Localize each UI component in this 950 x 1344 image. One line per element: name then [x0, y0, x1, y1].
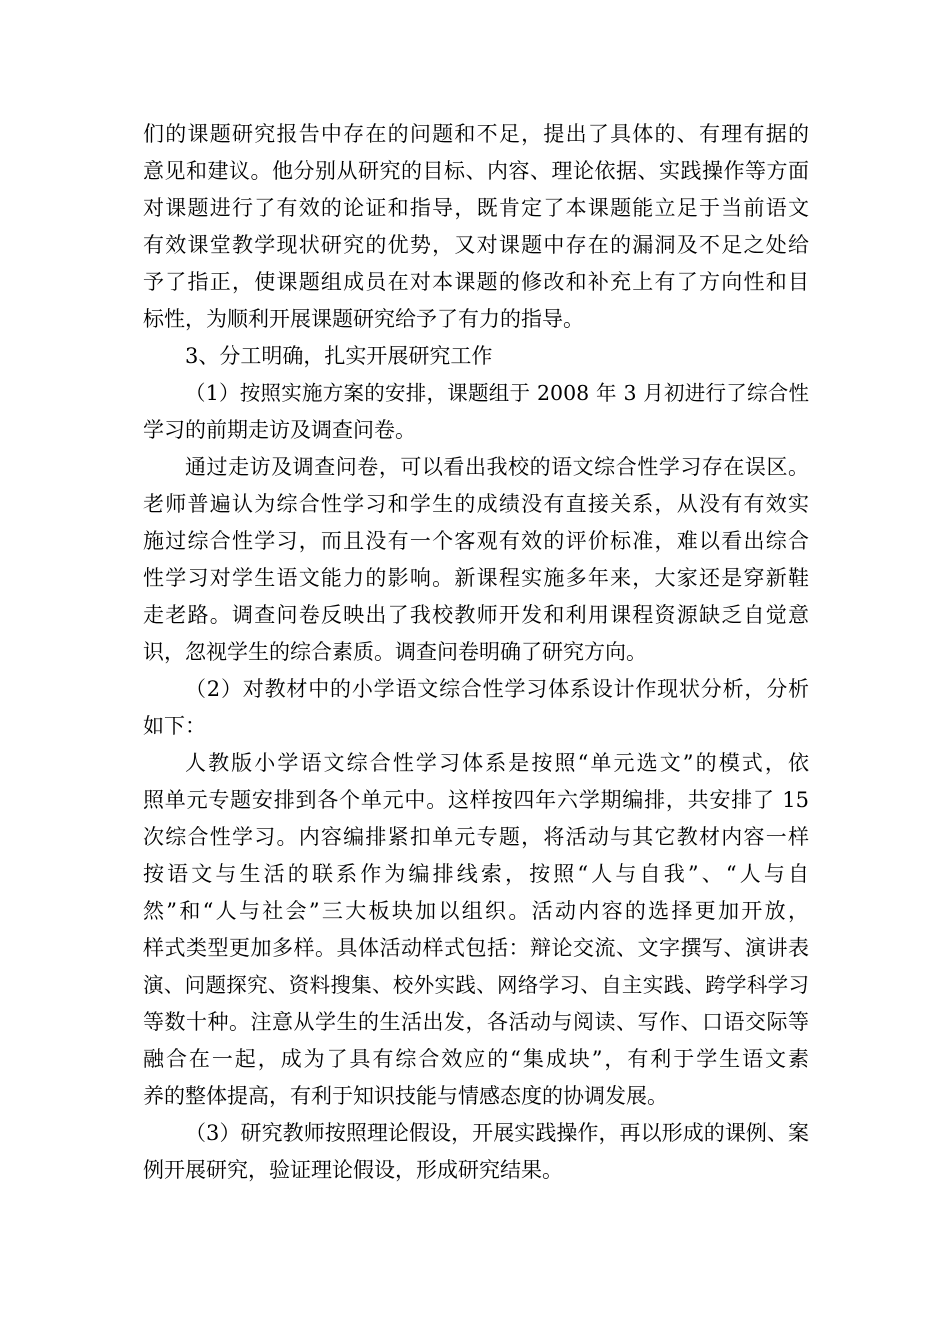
text-line: 例开展研究，验证理论假设，形成研究结果。	[143, 1158, 563, 1182]
text-line: 有效课堂教学现状研究的优势，又对课题中存在的漏洞及不足之处给	[143, 233, 809, 257]
text-line: 次综合性学习。内容编排紧扣单元专题，将活动与其它教材内容一样	[143, 825, 809, 849]
text-line: 标性，为顺利开展课题研究给予了有力的指导。	[143, 307, 584, 331]
text-line: 予了指正，使课题组成员在对本课题的修改和补充上有了方向性和目	[143, 270, 809, 294]
text-line: 然”和“人与社会”三大板块加以组织。活动内容的选择更加开放，	[143, 899, 809, 923]
text-line: 老师普遍认为综合性学习和学生的成绩没有直接关系，从没有有效实	[143, 492, 809, 516]
text-line: 如下：	[143, 714, 206, 738]
text-line: 对课题进行了有效的论证和指导，既肯定了本课题能立足于当前语文	[143, 196, 809, 220]
text-line: （1）按照实施方案的安排，课题组于 2008 年 3 月初进行了综合性	[185, 381, 809, 405]
text-line: （2）对教材中的小学语文综合性学习体系设计作现状分析，分析	[185, 677, 809, 701]
text-line: 人教版小学语文综合性学习体系是按照“单元选文”的模式，依	[185, 751, 809, 775]
text-line: （3）研究教师按照理论假设，开展实践操作，再以形成的课例、案	[185, 1121, 809, 1145]
document-body	[143, 116, 809, 1189]
text-line: 性学习对学生语文能力的影响。新课程实施多年来，大家还是穿新鞋	[143, 566, 809, 590]
text-line: 们的课题研究报告中存在的问题和不足，提出了具体的、有理有据的	[143, 122, 809, 146]
text-line: 按语文与生活的联系作为编排线索，按照“人与自我”、“人与自	[143, 862, 809, 886]
text-line: 样式类型更加多样。具体活动样式包括：辩论交流、文字撰写、演讲表	[143, 936, 809, 960]
text-line: 演、问题探究、资料搜集、校外实践、网络学习、自主实践、跨学科学习	[143, 973, 809, 997]
text-line: 照单元专题安排到各个单元中。这样按四年六学期编排，共安排了 15	[143, 788, 809, 812]
text-line: 走老路。调查问卷反映出了我校教师开发和利用课程资源缺乏自觉意	[143, 603, 809, 627]
text-line: 等数十种。注意从学生的生活出发，各活动与阅读、写作、口语交际等	[143, 1010, 809, 1034]
section-heading: 3、分工明确，扎实开展研究工作	[185, 344, 493, 368]
text-line: 施过综合性学习，而且没有一个客观有效的评价标准，难以看出综合	[143, 529, 809, 553]
text-line: 意见和建议。他分别从研究的目标、内容、理论依据、实践操作等方面	[143, 159, 809, 183]
text-line: 融合在一起，成为了具有综合效应的“集成块”，有利于学生语文素	[143, 1047, 809, 1071]
text-line: 识，忽视学生的综合素质。调查问卷明确了研究方向。	[143, 640, 647, 664]
text-line: 学习的前期走访及调查问卷。	[143, 418, 416, 442]
text-line: 养的整体提高，有利于知识技能与情感态度的协调发展。	[143, 1084, 668, 1108]
text-line: 通过走访及调查问卷，可以看出我校的语文综合性学习存在误区。	[185, 455, 809, 479]
